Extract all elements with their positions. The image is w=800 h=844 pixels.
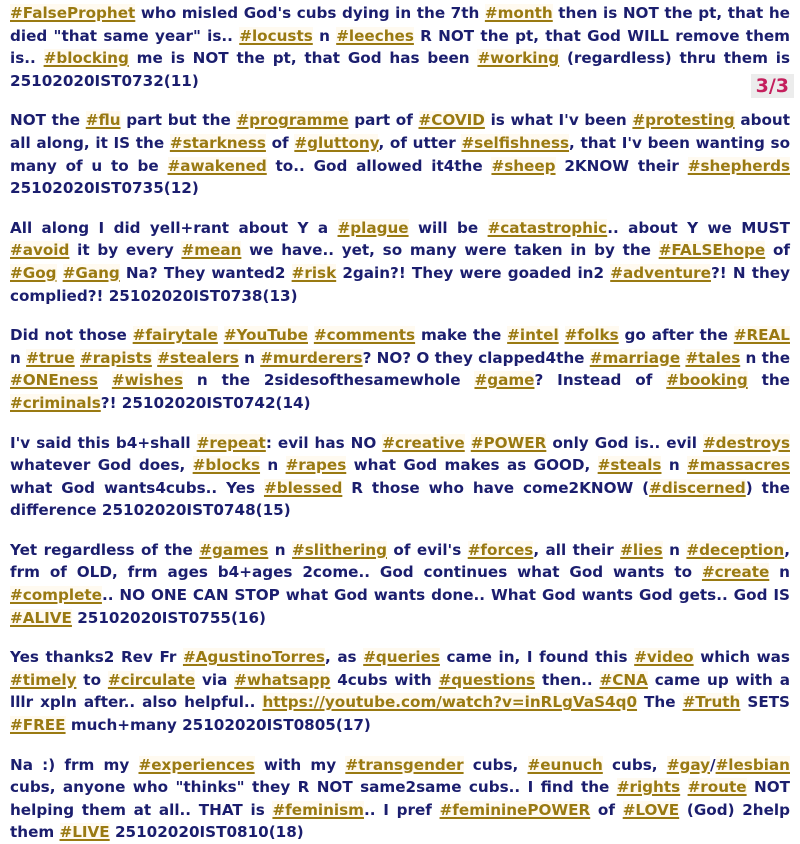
hashtag-link[interactable]: #eunuch bbox=[527, 755, 603, 774]
hashtag-link[interactable]: #murderers bbox=[260, 348, 363, 367]
text-segment: ) the difference 25102020IST0748(15) bbox=[10, 478, 790, 520]
text-segment: Did not those bbox=[10, 326, 133, 345]
hashtag-link[interactable]: #forces bbox=[467, 540, 534, 559]
text-segment: n bbox=[10, 348, 27, 367]
paragraph bbox=[10, 217, 790, 307]
text-segment: cubs, bbox=[602, 755, 667, 774]
hashtag-link[interactable]: #starkness bbox=[169, 133, 266, 152]
text-segment: , of utter bbox=[378, 133, 462, 152]
hashtag-link[interactable]: #AgustinoTorres bbox=[182, 648, 325, 667]
hashtag-link[interactable]: #locusts bbox=[239, 26, 313, 45]
hashtag-link[interactable]: #creative bbox=[382, 433, 465, 452]
hashtag-link[interactable]: #gay bbox=[666, 755, 711, 774]
hashtag-link[interactable]: #stealers bbox=[157, 348, 239, 367]
hashtag-link[interactable]: #working bbox=[477, 49, 560, 68]
hashtag-link[interactable]: #intel bbox=[507, 326, 559, 345]
hashtag-link[interactable]: #Truth bbox=[682, 693, 741, 712]
text-segment: with my bbox=[254, 755, 346, 774]
text-segment: 4cubs with bbox=[330, 670, 439, 689]
hashtag-link[interactable]: #feminism bbox=[272, 800, 364, 819]
text-segment: Na? They wanted2 bbox=[119, 263, 292, 282]
text-segment: is what I'v been bbox=[484, 111, 633, 130]
text-segment: will be bbox=[408, 218, 488, 237]
text-segment bbox=[680, 778, 687, 796]
text-segment: me is NOT the pt, that God has been bbox=[128, 49, 478, 68]
hashtag-link[interactable]: #deception bbox=[686, 540, 785, 559]
hashtag-link[interactable]: #questions bbox=[438, 670, 536, 689]
text-segment: : evil has NO bbox=[265, 433, 383, 452]
hashtag-link[interactable]: #criminals bbox=[10, 393, 101, 412]
text-segment: of bbox=[265, 133, 295, 152]
text-segment: then is NOT the pt, that he died "that same year" is.. bbox=[10, 4, 790, 45]
text-segment: .. I pref bbox=[364, 800, 440, 819]
text-segment: to bbox=[76, 670, 108, 689]
text-segment bbox=[559, 326, 565, 344]
text-segment: came up with a lllr xpln after.. also helpful.. bbox=[10, 670, 790, 712]
hashtag-link[interactable]: #FalseProphet bbox=[10, 4, 136, 22]
text-segment: 25102020IST0810(18) bbox=[109, 823, 304, 842]
text-segment: .. NO ONE CAN STOP what God wants done.. What God wants God gets.. God IS bbox=[101, 586, 790, 605]
text-segment: n bbox=[238, 348, 261, 367]
paragraph bbox=[10, 2, 790, 92]
hashtag-link[interactable]: #rapists bbox=[80, 348, 152, 367]
text-segment: NOT helping them at all.. THAT is bbox=[10, 778, 790, 819]
text-segment: of bbox=[590, 800, 623, 819]
hashtag-link[interactable]: #experiences bbox=[138, 755, 255, 774]
hashtag-link[interactable]: #protesting bbox=[632, 111, 735, 130]
hashtag-link[interactable]: #POWER bbox=[470, 433, 547, 452]
hashtag-link[interactable]: #programme bbox=[236, 111, 349, 130]
hashtag-link[interactable]: #flu bbox=[85, 111, 121, 130]
hashtag-link[interactable]: #whatsapp bbox=[234, 670, 331, 689]
text-segment: of bbox=[765, 241, 790, 260]
text-segment: n the bbox=[740, 348, 790, 367]
hashtag-link[interactable]: #folks bbox=[564, 326, 619, 345]
paragraph bbox=[10, 324, 790, 414]
hashtag-link[interactable]: #lies bbox=[620, 540, 663, 559]
text-segment bbox=[218, 326, 224, 344]
text-segment: , all their bbox=[533, 540, 621, 559]
text-segment: / bbox=[710, 755, 716, 774]
text-segment: R those who have come2KNOW ( bbox=[342, 478, 650, 497]
text-segment: 2gain?! They were goaded in2 bbox=[336, 263, 611, 282]
hashtag-link[interactable]: #gluttony bbox=[294, 133, 379, 152]
hashtag-link[interactable]: #FREE bbox=[10, 716, 66, 735]
text-segment: n the 2sidesofthesamewhole bbox=[183, 371, 475, 390]
text-segment: which was bbox=[693, 648, 790, 667]
text-segment: whatever God does, bbox=[10, 456, 193, 475]
text-segment: then.. bbox=[535, 670, 600, 689]
text-segment: 25102020IST0755(16) bbox=[71, 608, 267, 627]
text-segment: cubs, bbox=[463, 755, 528, 774]
hashtag-link[interactable]: #discerned bbox=[649, 478, 746, 497]
text-segment: only God is.. evil bbox=[546, 433, 703, 452]
text-segment: n bbox=[769, 563, 790, 582]
text-segment: SETS bbox=[740, 693, 790, 712]
hashtag-link[interactable]: #true bbox=[26, 348, 75, 367]
hashtag-link[interactable]: #Gang bbox=[62, 263, 120, 282]
hashtag-link[interactable]: #shepherds bbox=[687, 156, 790, 175]
text-segment bbox=[308, 326, 314, 344]
text-segment: it by every bbox=[69, 241, 182, 260]
hashtag-link[interactable]: #circulate bbox=[107, 670, 196, 689]
text-segment: (regardless) thru them is 25102020IST0732(11) bbox=[10, 49, 790, 90]
hashtag-link[interactable]: #CNA bbox=[599, 670, 648, 689]
hashtag-link[interactable]: #repeat bbox=[196, 433, 266, 452]
text-segment: ? NO? O they clapped4the bbox=[362, 348, 590, 367]
text-segment: .. about Y we MUST bbox=[607, 218, 791, 237]
text-segment: n bbox=[662, 540, 687, 559]
hashtag-link[interactable]: #massacres bbox=[687, 456, 790, 475]
paragraph bbox=[10, 754, 790, 844]
hashtag-link[interactable]: #mean bbox=[181, 241, 242, 260]
hashtag-link[interactable]: #queries bbox=[363, 648, 440, 667]
paragraph bbox=[10, 539, 790, 629]
text-segment: NOT the bbox=[10, 111, 86, 130]
hashtag-link[interactable]: #LIVE bbox=[59, 823, 110, 842]
text-segment bbox=[98, 371, 112, 389]
text-segment: we have.. yet, so many were taken in by the bbox=[241, 241, 659, 260]
hashtag-link[interactable]: #destroys bbox=[702, 433, 790, 452]
paragraph bbox=[10, 646, 790, 736]
text-segment: n bbox=[312, 26, 337, 45]
text-segment: much+many 25102020IST0805(17) bbox=[65, 716, 371, 735]
hashtag-link[interactable]: #slithering bbox=[292, 540, 387, 559]
text-segment: Yes thanks2 Rev Fr bbox=[10, 648, 183, 667]
hashtag-link[interactable]: #FALSEhope bbox=[658, 241, 766, 260]
text-segment: , that I'v been wanting so many of u to be bbox=[10, 133, 791, 175]
text-segment: cubs, anyone who "thinks" they R NOT same2same cubs.. I find the bbox=[10, 778, 617, 797]
post-body bbox=[10, 2, 790, 844]
text-segment: All along I did yell+rant about Y a bbox=[10, 218, 338, 237]
hashtag-link[interactable]: #complete bbox=[10, 586, 102, 605]
youtube-link[interactable]: https://youtube.com/watch?v=inRLgVaS4q0 bbox=[262, 693, 638, 712]
text-segment: ?! 25102020IST0742(14) bbox=[100, 393, 311, 412]
hashtag-link[interactable]: #timely bbox=[10, 670, 77, 689]
hashtag-link[interactable]: #ALIVE bbox=[10, 608, 72, 627]
hashtag-link[interactable]: #plague bbox=[337, 218, 409, 237]
text-segment: what God makes as GOOD, bbox=[346, 456, 598, 475]
text-segment bbox=[465, 434, 471, 452]
text-segment: n bbox=[260, 456, 286, 475]
text-segment: R NOT the pt, that God WILL remove them is.. bbox=[10, 26, 791, 68]
page-indicator-badge: 3/3 bbox=[751, 74, 794, 98]
text-segment: go after the bbox=[618, 326, 734, 345]
hashtag-link[interactable]: #route bbox=[687, 778, 747, 797]
text-segment: came in, I found this bbox=[439, 648, 635, 667]
text-segment: 25102020IST0735(12) bbox=[10, 179, 199, 198]
text-segment bbox=[57, 264, 63, 282]
text-segment: Yet regardless of the bbox=[10, 540, 200, 559]
text-segment: what God wants4cubs.. Yes bbox=[10, 478, 264, 497]
hashtag-link[interactable]: #blessed bbox=[263, 478, 343, 497]
hashtag-link[interactable]: #LOVE bbox=[622, 800, 680, 819]
hashtag-link[interactable]: #tales bbox=[685, 348, 741, 367]
hashtag-link[interactable]: #risk bbox=[291, 263, 337, 282]
hashtag-link[interactable]: #create bbox=[701, 563, 770, 582]
text-segment: who misled God's cubs dying in the 7th bbox=[135, 4, 485, 22]
text-segment: part of bbox=[348, 111, 419, 130]
hashtag-link[interactable]: #avoid bbox=[10, 241, 70, 260]
text-segment: ?! N they complied?! 25102020IST0738(13) bbox=[10, 263, 790, 305]
text-segment: of evil's bbox=[386, 540, 468, 559]
hashtag-link[interactable]: #YouTube bbox=[223, 326, 308, 345]
hashtag-link[interactable]: #video bbox=[634, 648, 694, 667]
hashtag-link[interactable]: #marriage bbox=[589, 348, 681, 367]
hashtag-link[interactable]: #blocking bbox=[43, 49, 129, 68]
text-segment: n bbox=[268, 540, 293, 559]
hashtag-link[interactable]: #REAL bbox=[733, 326, 790, 345]
hashtag-link[interactable]: #femininePOWER bbox=[439, 800, 591, 819]
text-segment: , frm of OLD, frm ages b4+ages 2come.. God continues what God wants to bbox=[10, 540, 790, 582]
text-segment: (God) 2help them bbox=[10, 800, 790, 842]
hashtag-link[interactable]: #sheep bbox=[491, 156, 556, 175]
text-segment: make the bbox=[415, 326, 508, 345]
text-segment: 2KNOW their bbox=[555, 156, 688, 175]
hashtag-link[interactable]: #wishes bbox=[111, 371, 183, 390]
hashtag-link[interactable]: #lesbian bbox=[715, 755, 790, 774]
text-segment: I'v said this b4+shall bbox=[10, 433, 197, 452]
text-segment: part but the bbox=[120, 111, 237, 130]
hashtag-link[interactable]: #awakened bbox=[167, 156, 267, 175]
hashtag-link[interactable]: #rights bbox=[616, 778, 681, 797]
text-segment: to.. God allowed it4the bbox=[266, 156, 492, 175]
hashtag-link[interactable]: #rapes bbox=[285, 456, 347, 475]
hashtag-link[interactable]: #blocks bbox=[192, 456, 261, 475]
hashtag-link[interactable]: #booking bbox=[666, 371, 748, 390]
hashtag-link[interactable]: #catastrophic bbox=[487, 218, 608, 237]
hashtag-link[interactable]: #game bbox=[474, 371, 535, 390]
paragraph bbox=[10, 432, 790, 522]
hashtag-link[interactable]: #month bbox=[484, 4, 553, 22]
hashtag-link[interactable]: #fairytale bbox=[132, 326, 218, 345]
text-segment: Na :) frm my bbox=[10, 755, 139, 774]
text-segment: the bbox=[747, 371, 790, 390]
hashtag-link[interactable]: #steals bbox=[597, 456, 662, 475]
hashtag-link[interactable]: #transgender bbox=[345, 755, 464, 774]
text-segment: The bbox=[637, 693, 683, 712]
text-segment: n bbox=[661, 456, 688, 475]
hashtag-link[interactable]: #selfishness bbox=[461, 133, 570, 152]
hashtag-link[interactable]: #adventure bbox=[610, 263, 711, 282]
hashtag-link[interactable]: #games bbox=[199, 540, 269, 559]
text-segment: ? Instead of bbox=[534, 371, 667, 390]
hashtag-link[interactable]: #Gog bbox=[10, 263, 57, 282]
hashtag-link[interactable]: #comments bbox=[313, 326, 416, 345]
hashtag-link[interactable]: #COVID bbox=[418, 111, 485, 130]
text-segment: , as bbox=[324, 648, 364, 667]
text-segment: about all along, it IS the bbox=[10, 111, 790, 152]
text-segment: via bbox=[195, 670, 235, 689]
paragraph bbox=[10, 109, 790, 199]
hashtag-link[interactable]: #leeches bbox=[336, 26, 414, 45]
hashtag-link[interactable]: #ONEness bbox=[10, 371, 98, 390]
